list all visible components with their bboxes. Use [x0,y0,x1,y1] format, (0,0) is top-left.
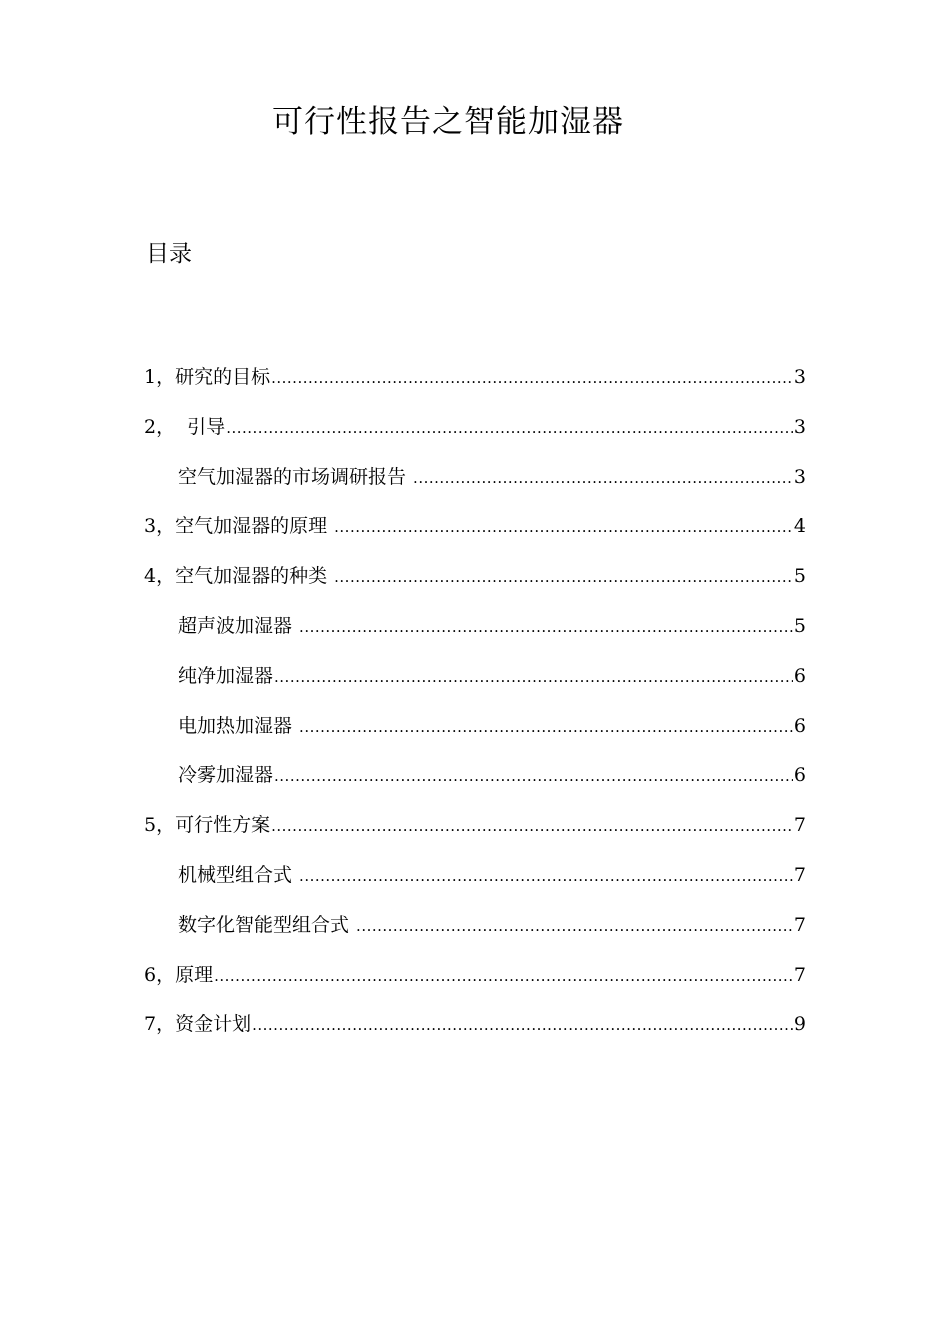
document-title: 可行性报告之智能加湿器 [272,104,624,140]
toc-entry[interactable] [144,412,806,462]
table-of-contents [144,362,806,1059]
toc-subentry[interactable] [144,760,806,810]
toc-entry-page: 6 [793,764,806,787]
toc-dot-leader [226,413,793,443]
toc-entry-page: 3 [793,465,806,488]
toc-entry-number: 4， [144,565,176,588]
toc-dot-leader [271,811,793,841]
toc-subentry[interactable] [144,661,806,711]
toc-entry-page: 5 [793,614,806,637]
toc-dot-leader [356,911,793,941]
toc-entry-page: 7 [793,863,806,886]
toc-dot-leader [334,562,793,592]
toc-entry-label: 机械型组合式 [178,863,299,886]
toc-subentry[interactable] [144,462,806,512]
toc-entry-number: 7， [144,1013,176,1036]
toc-entry-page: 3 [793,415,806,438]
toc-dot-leader [274,662,793,692]
toc-entry-page: 5 [793,565,806,588]
toc-dot-leader [299,712,793,742]
toc-entry-label: 纯净加湿器 [178,664,274,687]
toc-entry-page: 6 [793,714,806,737]
toc-subentry[interactable] [144,860,806,910]
toc-entry-page: 7 [793,814,806,837]
toc-entry-number: 5， [144,814,176,837]
toc-dot-leader [299,861,793,891]
toc-entry-page: 7 [793,963,806,986]
toc-entry-label: 资金计划 [175,1013,252,1036]
toc-entry-label: 引导 [175,415,226,438]
toc-subentry[interactable] [144,910,806,960]
toc-dot-leader [214,961,793,991]
toc-dot-leader [274,761,793,791]
toc-entry-label: 空气加湿器的市场调研报告 [178,465,413,488]
toc-entry[interactable] [144,511,806,561]
toc-entry[interactable] [144,561,806,611]
toc-entry-label: 数字化智能型组合式 [178,913,356,936]
toc-entry-label: 电加热加湿器 [178,714,299,737]
toc-dot-leader [334,512,793,542]
toc-entry-number: 6， [144,963,176,986]
toc-entry-page: 3 [793,366,806,388]
toc-entry-label: 可行性方案 [175,814,271,837]
toc-entry-number: 2， [144,415,176,438]
toc-entry-number: 3， [144,515,176,538]
toc-dot-leader [299,612,793,642]
toc-entry-label: 研究的目标 [175,366,271,388]
toc-entry-page: 9 [793,1013,806,1036]
toc-entry-label: 空气加湿器的原理 [175,515,334,538]
toc-entry-label: 冷雾加湿器 [178,764,274,787]
toc-subentry[interactable] [144,611,806,661]
toc-entry-number: 1， [144,366,176,388]
toc-entry-page: 4 [793,515,806,538]
toc-entry-label: 原理 [175,963,214,986]
toc-dot-leader [252,1010,793,1040]
toc-subentry[interactable] [144,711,806,761]
toc-entry-label: 空气加湿器的种类 [175,565,334,588]
toc-entry[interactable] [144,810,806,860]
toc-entry[interactable] [144,960,806,1010]
toc-entry-label: 超声波加湿器 [178,614,299,637]
toc-entry[interactable] [144,1009,806,1059]
toc-dot-leader [413,463,793,493]
toc-entry-page: 7 [793,913,806,936]
toc-heading: 目录 [146,241,192,267]
toc-dot-leader [271,363,793,393]
toc-entry-page: 6 [793,664,806,687]
toc-entry[interactable] [144,362,806,412]
